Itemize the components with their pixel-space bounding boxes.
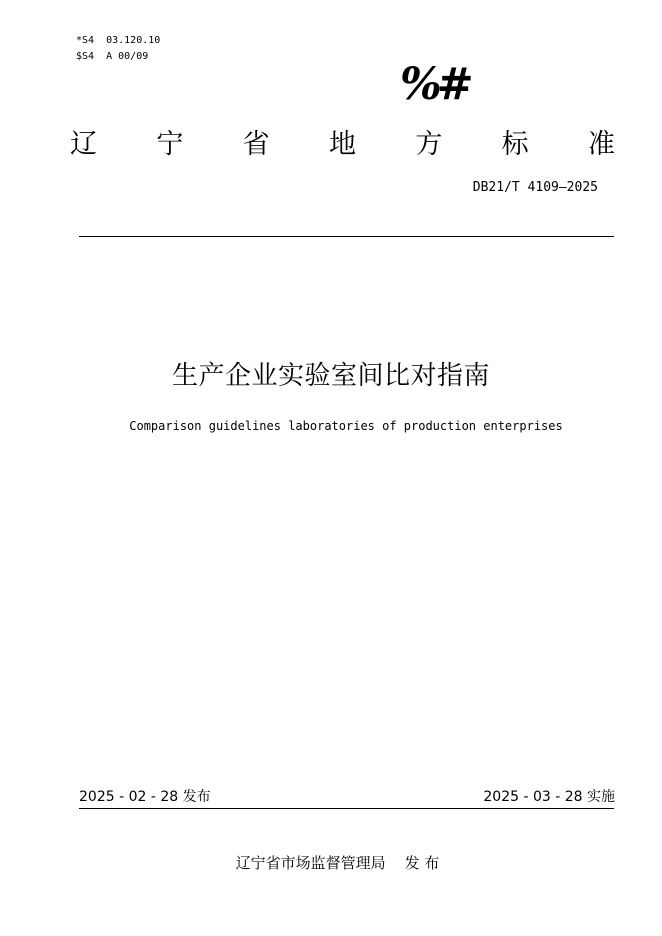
document-title-en: Comparison guidelines laboratories of production enterprises	[129, 419, 563, 433]
bottom-divider	[79, 808, 614, 809]
heading-char: 标	[501, 129, 529, 160]
heading-char: 方	[415, 129, 443, 160]
heading-char: 省	[242, 129, 270, 160]
ics-code: *S4 03.120.10	[76, 35, 161, 46]
implementation-date: 2025 - 03 - 28 实施	[483, 789, 615, 805]
classification-codes	[76, 33, 160, 65]
top-divider	[79, 236, 614, 237]
issue-date: 2025 - 02 - 28 发布	[79, 789, 211, 805]
standard-logo: %#	[400, 59, 469, 110]
standard-type-heading	[70, 125, 615, 165]
ccs-code: $S4 A 00/09	[76, 51, 149, 62]
heading-char: 准	[587, 129, 615, 160]
publisher: 辽宁省市场监督管理局 发 布	[235, 854, 440, 872]
heading-char: 辽	[70, 129, 97, 160]
document-number: DB21/T 4109—2025	[472, 180, 598, 195]
heading-char: 宁	[156, 129, 184, 160]
document-title-zh: 生产企业实验室间比对指南	[171, 361, 490, 391]
heading-char: 地	[328, 129, 356, 160]
